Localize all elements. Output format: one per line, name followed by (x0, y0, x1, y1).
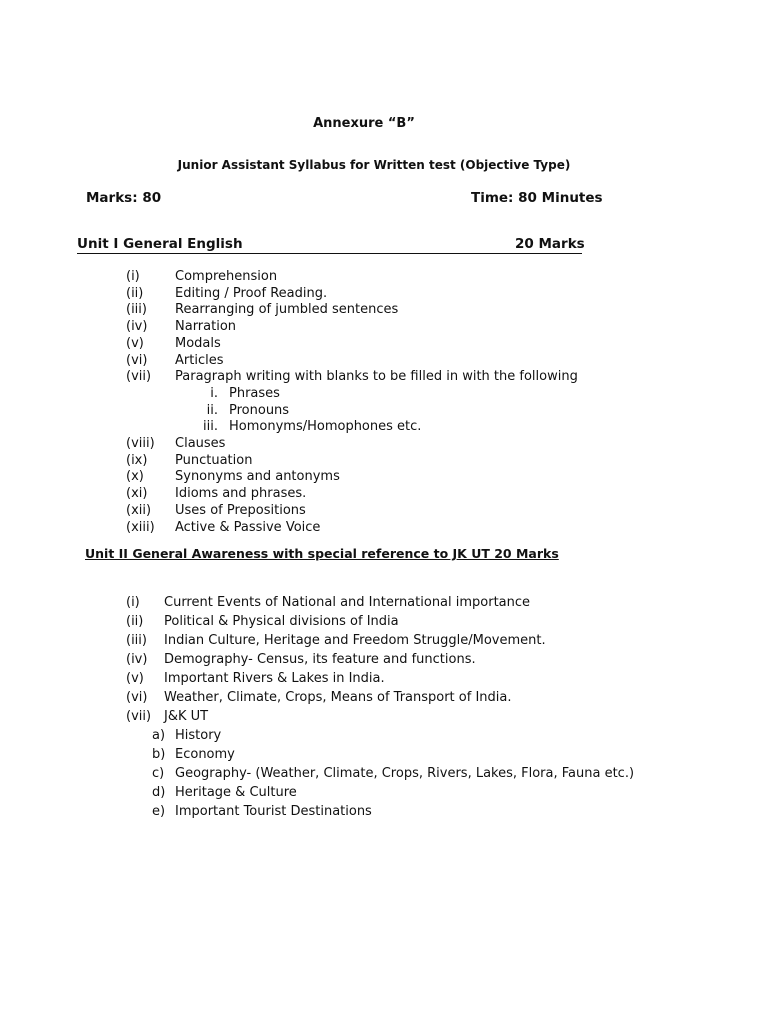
item-number: (vi) (126, 352, 148, 368)
list-item (126, 503, 578, 520)
list-item (126, 486, 578, 503)
item-text: Current Events of National and International importance (164, 595, 531, 610)
item-number: (ii) (126, 614, 144, 629)
item-text: J&K UT (164, 709, 209, 724)
list-item (126, 688, 634, 707)
sub-item-text: Phrases (229, 385, 280, 401)
sub-list-item (126, 745, 634, 764)
item-number: (xi) (126, 486, 148, 502)
list-item (126, 336, 578, 353)
list-item (126, 669, 634, 688)
item-text: Paragraph writing with blanks to be filled in with the following (175, 369, 578, 385)
document-title: Annexure “B” (313, 116, 415, 131)
sub-item-number: i. (210, 385, 218, 401)
item-number: (v) (126, 671, 144, 686)
item-text: Weather, Climate, Crops, Means of Transport of India. (164, 690, 512, 705)
item-number: (xiii) (126, 519, 155, 535)
item-text: Narration (175, 319, 237, 335)
list-item (126, 631, 634, 650)
sub-item-number: ii. (206, 402, 218, 418)
item-number: (ii) (126, 285, 144, 301)
unit1-heading: Unit I General English (77, 236, 243, 252)
list-item (126, 593, 634, 612)
list-item (126, 650, 634, 669)
item-text: Indian Culture, Heritage and Freedom Struggle/Movement. (164, 633, 546, 648)
item-number: (vi) (126, 690, 148, 705)
sub-item-number: d) (152, 785, 166, 800)
sub-list-item (126, 403, 578, 420)
item-number: (ix) (126, 452, 148, 468)
item-number: (vii) (126, 709, 152, 724)
item-text: Comprehension (175, 269, 278, 284)
list-item (126, 612, 634, 631)
list-item (126, 469, 578, 486)
list-item (126, 286, 578, 303)
list-item (126, 302, 578, 319)
item-number: (iii) (126, 302, 147, 318)
sub-list-item (126, 802, 634, 821)
item-text: Active & Passive Voice (175, 519, 321, 535)
item-text: Demography- Census, its feature and functions. (164, 652, 476, 667)
sub-item-number: c) (152, 766, 165, 781)
sub-list-item (126, 783, 634, 802)
unit1-marks: 20 Marks (515, 236, 585, 252)
sub-item-text: Geography- (Weather, Climate, Crops, Rivers, Lakes, Flora, Fauna etc.) (175, 766, 635, 781)
item-number: (i) (126, 269, 140, 284)
item-number: (xii) (126, 502, 152, 518)
item-number: (i) (126, 595, 140, 610)
document-subtitle: Junior Assistant Syllabus for Written test (Objective Type) (177, 158, 571, 172)
item-number: (iv) (126, 319, 148, 335)
item-text: Synonyms and antonyms (175, 469, 340, 485)
sub-list-item (126, 419, 578, 436)
item-number: (viii) (126, 436, 155, 452)
list-item (126, 520, 578, 537)
item-text: Editing / Proof Reading. (175, 285, 328, 301)
list-item (126, 453, 578, 470)
sub-item-text: History (175, 728, 222, 743)
item-text: Important Rivers & Lakes in India. (164, 671, 385, 686)
item-text: Clauses (175, 436, 226, 452)
sub-item-number: iii. (203, 419, 218, 435)
list-item (126, 707, 634, 726)
item-number: (vii) (126, 369, 152, 385)
item-number: (iv) (126, 652, 148, 667)
item-number: (v) (126, 335, 144, 351)
unit1-topic-list (126, 269, 578, 536)
exam-time: Time: 80 Minutes (471, 190, 603, 206)
unit2-heading: Unit II General Awareness with special reference to JK UT 20 Marks (85, 546, 559, 561)
item-number: (x) (126, 469, 144, 485)
item-text: Rearranging of jumbled sentences (175, 302, 399, 318)
list-item (126, 269, 578, 286)
sub-item-number: e) (152, 804, 166, 819)
item-text: Punctuation (175, 452, 253, 468)
list-item (126, 319, 578, 336)
item-number: (iii) (126, 633, 147, 648)
unit1-underline (77, 253, 582, 254)
list-item (126, 353, 578, 370)
list-item (126, 436, 578, 453)
item-text: Political & Physical divisions of India (164, 614, 399, 629)
sub-list-item (126, 726, 634, 745)
sub-item-text: Homonyms/Homophones etc. (229, 419, 422, 435)
sub-item-text: Economy (175, 747, 235, 762)
sub-item-text: Pronouns (229, 402, 290, 418)
sub-item-number: a) (152, 728, 166, 743)
sub-list-item (126, 764, 634, 783)
item-text: Idioms and phrases. (175, 486, 307, 502)
sub-item-text: Heritage & Culture (175, 785, 297, 800)
list-item (126, 369, 578, 386)
item-text: Modals (175, 335, 221, 351)
sub-item-number: b) (152, 747, 166, 762)
unit2-topic-list (126, 593, 634, 821)
item-text: Articles (175, 352, 224, 368)
item-text: Uses of Prepositions (175, 502, 306, 518)
total-marks: Marks: 80 (86, 190, 162, 206)
sub-list-item (126, 386, 578, 403)
sub-item-text: Important Tourist Destinations (175, 804, 372, 819)
